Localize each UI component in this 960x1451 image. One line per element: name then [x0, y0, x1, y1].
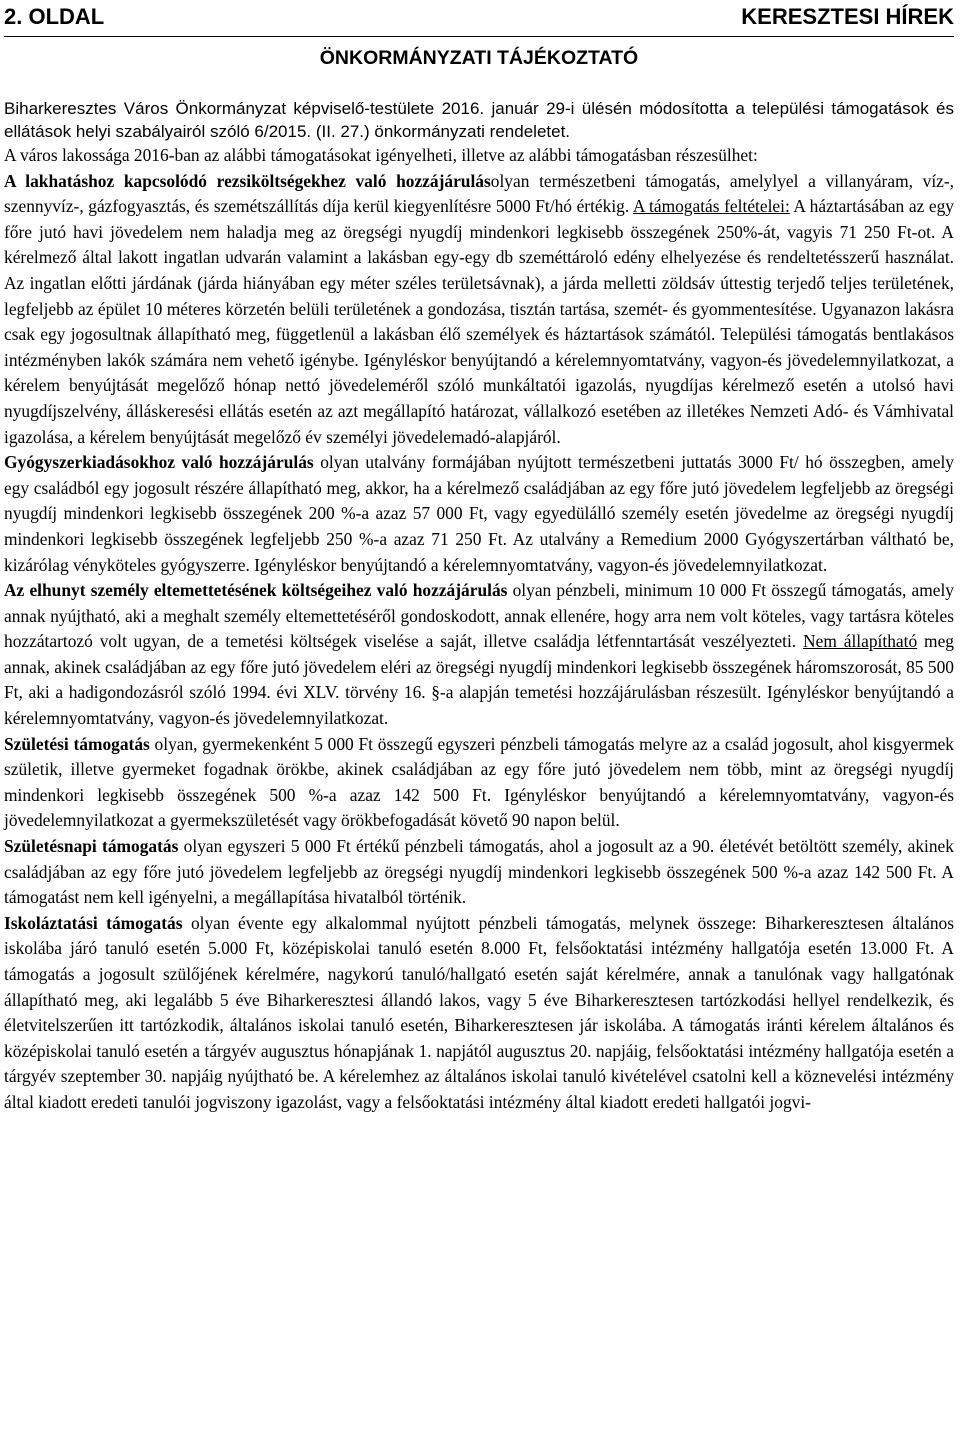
paragraph-housing-support: [4, 169, 954, 451]
funeral-support-heading: Az elhunyt személy eltemettetésének költségeihez való hozzájárulás: [4, 580, 508, 601]
newspaper-title: KERESZTESI HÍREK: [741, 4, 954, 29]
birthday-support-heading: Születésnapi támogatás: [4, 836, 179, 857]
page: [4, 0, 954, 1116]
birthday-support-text: olyan egyszeri 5 000 Ft értékű pénzbeli támogatás, ahol a jogosult az a 90. életévét betöltött személy, akinek családjában az egy főre jutó jövedelem legfeljebb az öregségi nyugdíj mindenkori legkisebb összegének 500 %-a azaz 142 500 Ft. A támogatást nem kell igényelni, a megállapítása hivatalból történik.: [4, 836, 954, 908]
paragraph-funeral-support: [4, 578, 954, 732]
birth-support-heading: Születési támogatás: [4, 733, 150, 754]
housing-support-conditions: A háztartásában az egy főre jutó havi jövedelem nem haladja meg az öregségi nyugdíj mindenkori legkisebb összegének 250%-át, vagyis 71 250 Ft-ot. A kérelmező által lakott ingatlan udvarán valamint a lakásban egy-egy db szeméttároló edény elhelyezése és rendeltetésszerű használat. Az ingatlan előtti járdának (járda hiányában egy méter széles területsávnak), a járda melletti zöldsáv úttestig terjedő teljes területének, legfeljebb az épület 10 méteres körzetén belüli területének a gondozása, tisztán tartása, szemét- és gyommentesítése. Ugyanazon lakásra csak egy jogosultnak állapítható meg, függetlenül a lakásban élő személyek és háztartások számától. Települési támogatás bentlakásos intézményben lakók számára nem vehető igénybe. Igényléskor benyújtandó a kérelemnyomtatvány, vagyon-és jövedelemnyilatkozat, a kérelem benyújtását megelőző hónap nettó jövedeleméről szóló munkáltatói igazolás, nyugdíjas kérelmező esetén a utolsó havi nyugdíjszelvény, álláskeresési ellátás esetén az azt megállapító határozat, vállalkozó esetében az illetékes Nemzeti Adó- és Vámhivatal igazolása, a kérelem benyújtását megelőző év személyi jövedelemadó-alapjáról.: [4, 196, 954, 447]
conditions-label: A támogatás feltételei:: [632, 196, 790, 217]
school-support-heading: Iskoláztatási támogatás: [4, 912, 183, 933]
medicine-support-text: olyan utalvány formájában nyújtott természetbeni juttatás 3000 Ft/ hó összegben, amely egy családból egy jogosult részére állapítható meg, akkor, ha a kérelmező családjában az egy főre jutó jövedelem legfeljebb az öregségi nyugdíj mindenkori legkisebb összegének 200 %-a azaz 57 000 Ft, vagy egyedülálló személy esetén jövedelme az öregségi nyugdíj mindenkori legkisebb összegének legfeljebb 250 %-a azaz 71 250 Ft. Az utalvány a Remedium 2000 Gyógyszertárban váltható be, kizárólag vényköteles gyógyszerre. Igényléskor benyújtandó a kérelemnyomtatvány, vagyon-és jövedelemnyilatkozat.: [4, 452, 954, 575]
medicine-support-heading: Gyógyszerkiadásokhoz való hozzájárulás: [4, 452, 314, 473]
intro-paragraph: Biharkeresztes Város Önkormányzat képviselő-testülete 2016. január 29-i ülésén módosította a települési támogatások és ellátások helyi szabályairól szóló 6/2015. (II. 27.) önkormányzati rendeletet.: [4, 99, 954, 141]
paragraph-medicine-support: [4, 450, 954, 578]
paragraph-birth-support: [4, 732, 954, 834]
funeral-support-text: olyan pénzbeli, minimum 10 000 Ft összegű támogatás, amely annak nyújtható, aki a meghalt személy eltemettetéséről gondoskodott, annak ellenére, hogy arra nem volt köteles, vagy tartásra köteles hozzátartozó volt ugyan, de a temetési költségek viselése a saját, illetve családja létfenntartását veszélyezteti.: [4, 580, 954, 652]
housing-support-heading: A lakhatáshoz kapcsolódó rezsiköltségekhez való hozzájárulás: [4, 170, 491, 191]
page-number-label: 2. OLDAL: [4, 4, 105, 29]
paragraph-birthday-support: [4, 834, 954, 911]
birth-support-text: olyan, gyermekenként 5 000 Ft összegű egyszeri pénzbeli támogatás melyre az a család jogosult, ahol kisgyermek születik, illetve gyermeket fogadnak örökbe, akinek családjában az egy főre jutó jövedelem nem több, mint az öregségi nyugdíj mindenkori legkisebb összegének 500 %-a azaz 142 500 Ft. Igényléskor benyújtandó a kérelemnyomtatvány, vagyon-és jövedelemnyilatkozat a gyermekszületését vagy örökbefogadását követő 90 napon belül.: [4, 733, 955, 831]
funeral-support-exclusions: meg annak, akinek családjában az egy főre jutó jövedelem eléri az öregségi nyugdíj mindenkori legkisebb összegének háromszorosát, 85 500 Ft, aki a hadigondozásról szóló 1994. évi XLV. törvény 16. §-a alapján temetési hozzájárulásban részesült. Igényléskor benyújtandó a kérelemnyomtatvány, vagyon-és jövedelemnyilatkozat.: [4, 631, 954, 729]
paragraph-school-support: [4, 911, 954, 1116]
article-body: [4, 143, 954, 1116]
page-header: [4, 0, 954, 37]
section-title: ÖNKORMÁNYZATI TÁJÉKOZTATÓ: [319, 47, 639, 69]
lead-paragraph: A város lakossága 2016-ban az alábbi támogatásokat igényelheti, illetve az alábbi támogatásban részesülhet:: [4, 145, 758, 165]
housing-support-text: olyan természetbeni támogatás, amelylyel a villanyáram, víz-, szennyvíz-, gázfogyasztás, és szemétszállítás díja kerül kiegyenlítésre 5000 Ft/hó értékig.: [4, 170, 955, 217]
not-eligible-label: Nem állapítható: [803, 631, 918, 652]
school-support-text: olyan évente egy alkalommal nyújtott pénzbeli támogatás, melynek összege: Biharkeresztesen általános iskolába járó tanuló esetén 5.000 Ft, középiskolai tanuló esetén 8.000 Ft, felsőoktatási intézmény hallgatója esetén 13.000 Ft. A támogatás a jogosult szülőjének kérelmére, nagykorú tanuló/hallgató esetén saját kérelmére, annak a tanulónak vagy hallgatónak állapítható meg, aki legalább 5 éve Biharkeresztesi állandó lakos, vagy 5 éve Biharkeresztesen tartózkodási hellyel rendelkezik, és életvitelszerűen itt tartózkodik, általános iskolai tanuló esetén, Biharkeresztesen jár iskolába. A támogatás iránti kérelem általános és középiskolai tanuló esetén a tárgyév augusztus hónapjának 1. napjától augusztus 20. napjáig, felsőoktatási intézmény hallgatója esetén a tárgyév szeptember 30. napjáig nyújtható be. A kérelemhez az általános iskolai tanuló kivételével csatolni kell a köznevelési intézmény által kiadott eredeti tanulói jogviszony igazolást, vagy a felsőoktatási intézmény által kiadott eredeti hallgatói jogvi-: [4, 912, 954, 1112]
